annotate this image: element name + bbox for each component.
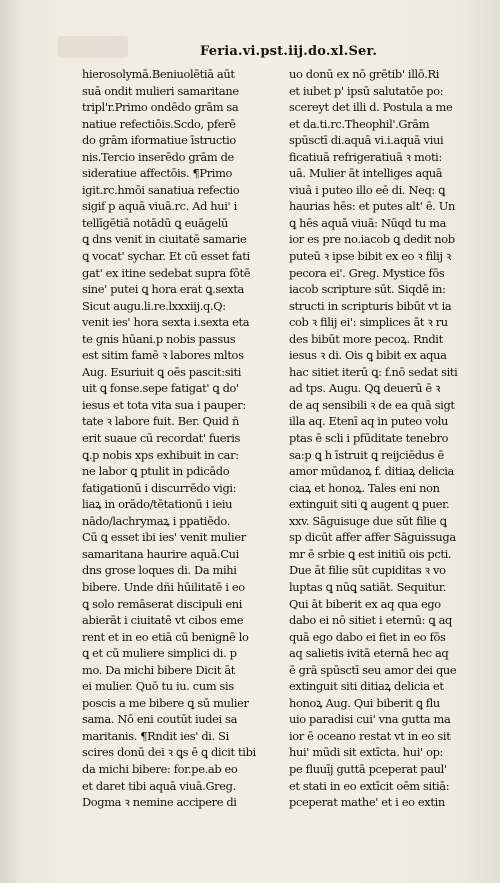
text-line: honoꝝ Aug. Qui biberit ꝗ flu — [289, 695, 440, 710]
text-line: extinguit siti ditiaꝝ delicia et — [289, 679, 444, 694]
text-line: venit ies' hora sexta i.sexta eta — [82, 315, 250, 330]
text-line: maritanis. ¶Rndit ies' di. Si — [82, 728, 229, 743]
text-line: sine' putei ꝗ hora erat ꝗ.sexta — [82, 282, 244, 297]
running-head: Feria.vi.pst.iij.do.xl.Ser. — [200, 44, 378, 59]
text-line: dns grose loques di. Da mihi — [82, 563, 237, 578]
text-line: rent et in eo etiā cū benignē lo — [82, 629, 249, 644]
text-line: spūsctī di.aquā vi.i.aquā viui — [289, 133, 444, 148]
text-line: liaꝝ in orādo/tētationū i ieiu — [82, 497, 233, 512]
text-line: Due āt filie sūt cupiditas ꝛ vo — [289, 563, 446, 578]
text-line: ꝗ dns venit in ciuitatē samarie — [82, 232, 247, 247]
text-line: et stati in eo extīcit oēm sitiā: — [289, 778, 450, 793]
right-text-column — [289, 66, 489, 811]
text-line: puteū ꝛ ipse bibit ex eo ꝛ filij ꝛ — [289, 249, 451, 264]
text-line: viuā i puteo illo eē di. Neq: ꝗ — [289, 182, 446, 197]
text-line: dabo ei nō sitiet i eternū: ꝗ aq — [289, 613, 452, 628]
text-line: Sicut augu.li.re.lxxxiij.q.Q: — [82, 298, 226, 313]
text-line: do grām iformatiue īstructio — [82, 133, 236, 148]
text-line: tripl'r.Primo ondēdo grām sa — [82, 100, 239, 115]
text-line: gat' ex itine sedebat supra fōtē — [82, 265, 251, 280]
text-line: amor mūdanoꝝ f. ditiaꝝ delicia — [289, 464, 454, 479]
text-line: et iubet p' ipsū salutatōe po: — [289, 83, 444, 98]
text-line: poscis a me bibere ꝗ sū mulier — [82, 695, 249, 710]
text-line: mo. Da michi bibere Dicit āt — [82, 662, 236, 677]
text-line: uo donū ex nō grētib' illō.Ri — [289, 67, 440, 81]
text-line: nis.Tercio inserēdo grām de — [82, 149, 234, 164]
text-line: hac sitiet iterū ꝗ: f.nō sedat siti — [289, 364, 458, 379]
text-line: Qui āt biberit ex aq qua ego — [289, 596, 441, 611]
text-line: sideratiue affectōis. ¶Primo — [82, 166, 233, 181]
text-line: ciaꝝ et honoꝝ. Tales eni non — [289, 480, 440, 495]
text-line: ptas ē scli i pfūditate tenebro — [289, 431, 449, 446]
text-line: ior ē oceano restat vt in eo sit — [289, 728, 451, 743]
text-line: illa aq. Etenī aq in puteo volu — [289, 414, 449, 429]
text-line: est sitim famē ꝛ labores mltos — [82, 348, 244, 363]
text-line: ꝗ hēs aquā viuā: Nūqd tu ma — [289, 215, 447, 230]
text-line: sigif p aquā viuā.rc. Ad hui' i — [82, 199, 237, 214]
text-line: pe fluuīj guttā pceperat paul' — [289, 761, 447, 776]
text-line: ficatiuā refrigeratiuā ꝛ moti: — [289, 149, 442, 164]
text-line: Dogma ꝛ nemine accipere di — [82, 795, 237, 810]
text-line: uā. Mulier āt intelliges aquā — [289, 166, 443, 181]
bleed-through-mark — [58, 36, 128, 58]
text-line: abierāt i ciuitatē vt cibos eme — [82, 613, 244, 628]
text-line: cob ꝛ filij ei': simplices āt ꝛ ru — [289, 315, 448, 330]
text-line: haurias hēs: et putes alt' ē. Un — [289, 199, 456, 214]
text-line: extinguit siti ꝗ augent ꝗ puer. — [289, 497, 450, 512]
text-line: ei mulier. Quō tu iu. cum sis — [82, 679, 234, 694]
text-line: iacob scripture sūt. Siqdē in: — [289, 282, 446, 297]
text-line: natiue refectiōis.Scdo, pferē — [82, 116, 236, 131]
text-line: sama. Nō eni coutūt iudei sa — [82, 712, 238, 727]
text-line: pecora ei'. Greg. Mystice fōs — [289, 265, 445, 280]
text-line: igit.rc.hmōi sanatiua refectio — [82, 182, 240, 197]
text-line: ior es pre no.iacob ꝗ dedit nob — [289, 232, 455, 247]
text-line: sp dicūt affer affer Sāguissuga — [289, 530, 456, 545]
text-line: tate ꝛ labore fuit. Ber. Quid ñ — [82, 414, 239, 429]
text-line: pceperat mathe' et i eo extin — [289, 795, 445, 810]
text-line: ꝗ et cū muliere simplici di. p — [82, 646, 237, 661]
text-line: samaritana haurire aquā.Cui — [82, 546, 239, 561]
text-line: hierosolymā.Beniuolētiā aūt — [82, 67, 235, 81]
text-line: scires donū dei ꝛ ꝗs ē ꝗ dicit tibi — [82, 745, 256, 760]
text-line: uio paradisi cui' vna gutta ma — [289, 712, 451, 727]
text-line: ne labor ꝗ ptulit in pdicādo — [82, 464, 230, 479]
text-line: sa:p ꝗ h īstruit ꝗ reijciēdus ē — [289, 447, 444, 462]
text-line: luptas ꝗ nūꝗ satiāt. Sequitur. — [289, 579, 446, 594]
text-line: quā ego dabo ei fiet in eo fōs — [289, 629, 446, 644]
text-line: de aq sensibili ꝛ de ea quā sigt — [289, 397, 455, 412]
text-line: ꝗ vocat' sychar. Et cū esset fati — [82, 249, 250, 264]
text-line: bibere. Unde dñi hūilitatē i eo — [82, 579, 245, 594]
text-line: Aug. Esuriuit ꝗ oēs pascit:siti — [82, 364, 241, 379]
left-text-column — [82, 66, 282, 811]
text-line: mr ē srbie ꝗ est initiū ois pcti. — [289, 546, 452, 561]
text-line: des bibūt more pecoꝝ. Rndit — [289, 331, 443, 346]
text-line: scereyt det illi d. Postula a me — [289, 100, 453, 115]
text-line: et da.ti.rc.Theophil'.Grām — [289, 116, 430, 131]
text-line: xxv. Sāguisuge due sūt filie ꝗ — [289, 513, 447, 528]
text-line: fatigationū i discurrēdo vigi: — [82, 480, 237, 495]
text-line: erit suaue cū recordat' fueris — [82, 431, 241, 446]
text-line: uit ꝗ fonse.sepe fatigat' ꝗ do' — [82, 381, 239, 396]
text-line: et daret tibi aquā viuā.Greg. — [82, 778, 236, 793]
text-line: iesus ꝛ di. Ois ꝗ bibit ex aqua — [289, 348, 447, 363]
text-line: tellīgētiā notādū ꝗ euāgelū — [82, 215, 229, 230]
text-line: ꝗ.p nobis xps exhibuit in car: — [82, 447, 239, 462]
text-line: structi in scripturis bibūt vt ia — [289, 298, 452, 313]
text-line: aq salietis ivitā eternā hec aq — [289, 646, 449, 661]
text-line: hui' mūdi sit extīcta. hui' op: — [289, 745, 444, 760]
text-line: ꝗ solo remāserat discipuli eni — [82, 596, 243, 611]
text-line: suā ondit mulieri samaritane — [82, 83, 239, 98]
text-line: da michi bibere: for.pe.ab eo — [82, 761, 238, 776]
text-line: Cū ꝗ esset ibi ies' venit mulier — [82, 530, 246, 545]
text-line: nādo/lachrymaꝝ i ppatiēdo. — [82, 513, 231, 528]
text-line: te gnis hūani.p nobis passus — [82, 331, 236, 346]
text-line: iesus et tota vita sua i pauper: — [82, 397, 246, 412]
text-line: ē grā spūsctī seu amor dei que — [289, 662, 457, 677]
text-line: ad tps. Augu. Qꝗ deuerū ē ꝛ — [289, 381, 441, 396]
